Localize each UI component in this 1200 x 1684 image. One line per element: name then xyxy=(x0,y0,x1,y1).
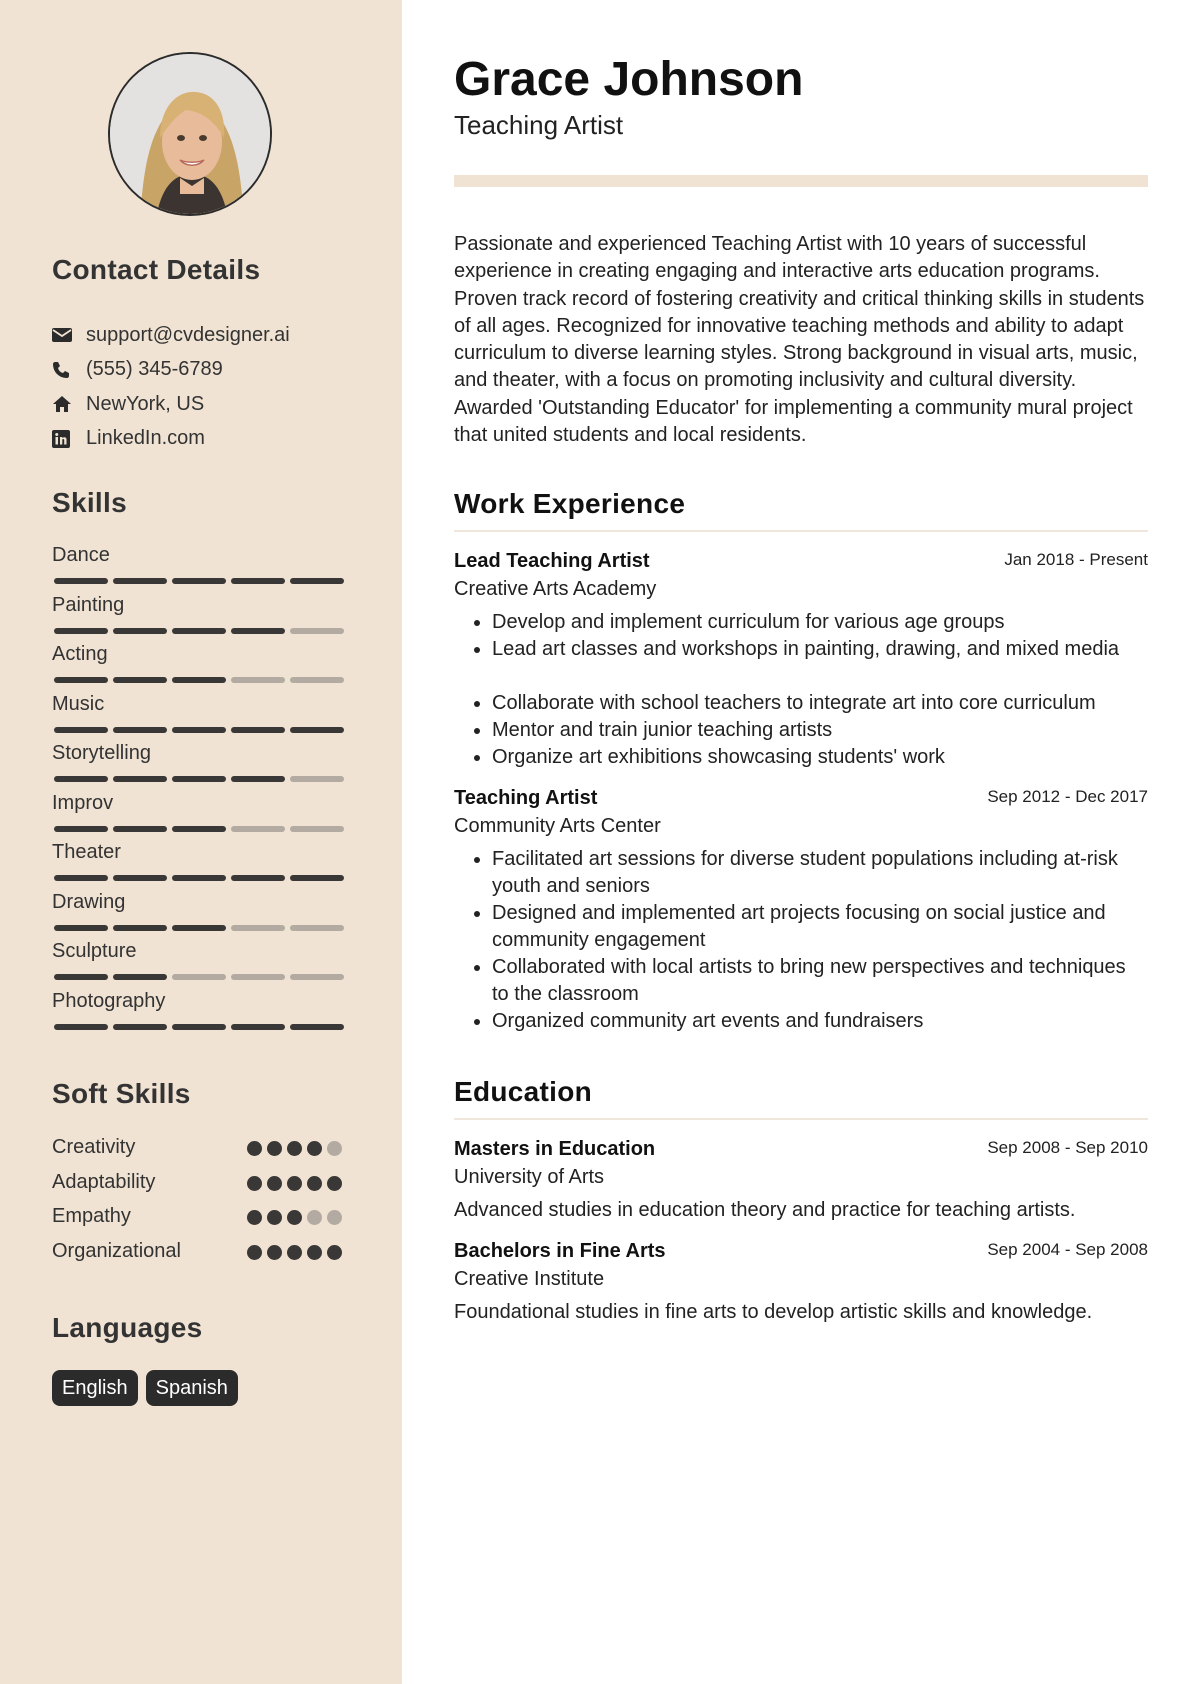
soft-skills-heading: Soft Skills xyxy=(52,1078,191,1109)
rating-dot xyxy=(327,1141,342,1156)
job-dates: Jan 2018 - Present xyxy=(1004,550,1148,569)
sidebar xyxy=(0,0,402,1684)
skill-level-bar xyxy=(54,578,344,584)
skill-level-segment xyxy=(290,578,344,584)
soft-skill-item xyxy=(52,1205,352,1240)
skill-level-segment xyxy=(54,925,108,931)
skill-level-segment xyxy=(290,677,344,683)
rating-dot xyxy=(247,1176,262,1191)
envelope-icon xyxy=(52,327,86,343)
skill-level-bar xyxy=(54,677,344,683)
linkedin-icon xyxy=(52,430,86,448)
skill-level-bar xyxy=(54,974,344,980)
header-divider xyxy=(454,175,1148,187)
skill-label: Photography xyxy=(52,989,166,1012)
contact-location-text: NewYork, US xyxy=(86,392,205,415)
skill-item xyxy=(52,990,352,1040)
work-entry xyxy=(454,550,1148,771)
skill-label: Drawing xyxy=(52,890,126,913)
degree-institution: Creative Institute xyxy=(454,1268,605,1290)
job-title: Lead Teaching Artist xyxy=(454,550,650,572)
skill-level-segment xyxy=(172,628,226,634)
skill-level-segment xyxy=(290,925,344,931)
rating-dot xyxy=(307,1245,322,1260)
skill-level-segment xyxy=(113,875,167,881)
education-entry xyxy=(454,1138,1148,1222)
education-section xyxy=(454,1076,1148,1324)
job-bullet: • Designed and implemented art projects focusing on social justice and community engagement xyxy=(492,900,1128,954)
skill-level-segment xyxy=(231,925,285,931)
avatar xyxy=(108,52,272,216)
skill-level-segment xyxy=(231,776,285,782)
phone-icon xyxy=(52,361,86,379)
portrait-photo xyxy=(110,54,272,216)
skills-heading: Skills xyxy=(52,487,127,518)
skill-label: Storytelling xyxy=(52,742,151,764)
degree-description: Foundational studies in fine arts to develop artistic skills and knowledge. xyxy=(454,1301,1093,1323)
rating-dot xyxy=(267,1141,282,1156)
rating-dot xyxy=(247,1141,262,1156)
skill-level-segment xyxy=(172,875,226,881)
job-bullet: • Develop and implement curriculum for various age groups xyxy=(492,609,1148,636)
education-heading: Education xyxy=(454,1076,593,1107)
home-icon xyxy=(52,395,86,413)
skill-label: Improv xyxy=(52,791,114,814)
soft-skill-rating xyxy=(247,1210,342,1225)
skill-level-segment xyxy=(54,974,108,980)
job-bullet: • Collaborate with school teachers to integrate art into core curriculum xyxy=(492,690,1148,717)
education-entry xyxy=(454,1240,1148,1324)
soft-skill-item xyxy=(52,1240,352,1275)
skill-level-segment xyxy=(113,974,167,980)
skill-item xyxy=(52,940,352,990)
skill-level-segment xyxy=(113,925,167,931)
soft-skill-rating xyxy=(247,1176,342,1191)
rating-dot xyxy=(267,1210,282,1225)
soft-skill-label: Empathy xyxy=(52,1205,131,1227)
soft-skill-label: Adaptability xyxy=(52,1170,156,1193)
degree-dates: Sep 2008 - Sep 2010 xyxy=(987,1138,1148,1157)
contact-list xyxy=(52,318,372,456)
skill-level-segment xyxy=(113,826,167,832)
degree-dates: Sep 2004 - Sep 2008 xyxy=(987,1240,1148,1259)
rating-dot xyxy=(247,1210,262,1225)
skill-item xyxy=(52,841,352,891)
job-bullets xyxy=(454,609,1148,771)
rating-dot xyxy=(307,1141,322,1156)
soft-skill-rating xyxy=(247,1141,342,1156)
skill-level-segment xyxy=(113,677,167,683)
candidate-name: Grace Johnson xyxy=(454,53,804,106)
skill-level-segment xyxy=(54,875,108,881)
skill-level-segment xyxy=(172,776,226,782)
skill-level-bar xyxy=(54,1024,344,1030)
skill-level-segment xyxy=(54,578,108,584)
soft-skill-label: Organizational xyxy=(52,1239,181,1262)
rating-dot xyxy=(327,1176,342,1191)
skill-level-segment xyxy=(54,1024,108,1030)
degree-title: Bachelors in Fine Arts xyxy=(454,1240,666,1262)
skill-level-segment xyxy=(231,974,285,980)
language-chip: English xyxy=(52,1370,138,1406)
soft-skill-rating xyxy=(247,1245,342,1260)
skill-level-segment xyxy=(113,1024,167,1030)
job-bullet: • Organized community art events and fundraisers xyxy=(492,1008,1128,1035)
job-bullet: • Mentor and train junior teaching artists xyxy=(492,717,1148,744)
skill-level-segment xyxy=(113,628,167,634)
work-heading: Work Experience xyxy=(454,488,686,519)
summary-text: Passionate and experienced Teaching Artist with 10 years of successful experience in creating engaging and interactive arts education programs. Proven track record of fostering creativity and critical thinking skills in students of all ages. Recognized for innovative teaching methods and ability to adapt curriculum to diverse learning styles. Strong background in visual arts, music, and theater, with a focus on promoting inclusivity and cultural diversity. Awarded 'Outstanding Educator' for implementing a community mural project that united students and local residents. xyxy=(454,233,1145,447)
skill-item xyxy=(52,693,352,743)
skill-level-segment xyxy=(54,727,108,733)
skill-item xyxy=(52,643,352,693)
skill-level-bar xyxy=(54,628,344,634)
skill-label: Acting xyxy=(52,643,108,665)
contact-email-text: support@cvdesigner.ai xyxy=(86,323,290,346)
skill-level-segment xyxy=(172,578,226,584)
rating-dot xyxy=(327,1245,342,1260)
skill-level-segment xyxy=(172,974,226,980)
rating-dot xyxy=(287,1210,302,1225)
skill-level-segment xyxy=(290,776,344,782)
job-title: Teaching Artist xyxy=(454,787,598,809)
job-bullet: • Facilitated art sessions for diverse student populations including at-risk youth and seniors xyxy=(492,846,1128,900)
skill-level-bar xyxy=(54,925,344,931)
main-content xyxy=(402,0,1200,1684)
skill-level-bar xyxy=(54,826,344,832)
skill-level-segment xyxy=(113,578,167,584)
skill-level-segment xyxy=(231,826,285,832)
skill-level-segment xyxy=(172,727,226,733)
job-dates: Sep 2012 - Dec 2017 xyxy=(987,787,1148,806)
skill-level-segment xyxy=(290,727,344,733)
skill-item xyxy=(52,594,352,644)
skill-level-segment xyxy=(113,727,167,733)
skill-item xyxy=(52,544,352,594)
skill-level-segment xyxy=(231,578,285,584)
contact-linkedin-text: LinkedIn.com xyxy=(86,427,205,450)
job-bullet: • Organize art exhibitions showcasing students' work xyxy=(492,744,1148,771)
skill-level-segment xyxy=(172,925,226,931)
rating-dot xyxy=(247,1245,262,1260)
candidate-role: Teaching Artist xyxy=(454,110,624,140)
skill-level-segment xyxy=(290,628,344,634)
skill-level-segment xyxy=(231,727,285,733)
skill-level-segment xyxy=(290,974,344,980)
skill-level-segment xyxy=(54,776,108,782)
degree-title: Masters in Education xyxy=(454,1138,656,1160)
contact-linkedin[interactable] xyxy=(52,422,372,457)
soft-skills-list xyxy=(52,1136,352,1274)
skill-level-segment xyxy=(231,628,285,634)
languages-heading: Languages xyxy=(52,1312,203,1343)
rating-dot xyxy=(287,1176,302,1191)
skill-level-segment xyxy=(172,1024,226,1030)
work-entry xyxy=(454,787,1148,1035)
job-bullets xyxy=(454,846,1148,1035)
skill-label: Dance xyxy=(52,544,110,566)
skill-item xyxy=(52,891,352,941)
rating-dot xyxy=(307,1176,322,1191)
skill-level-segment xyxy=(290,826,344,832)
skill-level-segment xyxy=(54,628,108,634)
skills-list xyxy=(52,544,352,1039)
contact-phone[interactable] xyxy=(52,353,372,388)
skill-label: Music xyxy=(52,692,105,715)
section-divider xyxy=(454,1118,1148,1120)
skill-level-segment xyxy=(231,1024,285,1030)
soft-skill-item xyxy=(52,1171,352,1206)
contact-location xyxy=(52,387,372,422)
contact-phone-text: (555) 345-6789 xyxy=(86,358,223,381)
skill-label: Theater xyxy=(52,841,121,863)
language-chip: Spanish xyxy=(146,1370,238,1406)
work-section xyxy=(454,488,1148,1035)
languages-list xyxy=(52,1370,352,1406)
skill-label: Sculpture xyxy=(52,940,137,962)
rating-dot xyxy=(287,1141,302,1156)
rating-dot xyxy=(287,1245,302,1260)
soft-skill-item xyxy=(52,1136,352,1171)
skill-level-segment xyxy=(231,875,285,881)
soft-skill-label: Creativity xyxy=(52,1136,136,1158)
rating-dot xyxy=(307,1210,322,1225)
job-organization: Creative Arts Academy xyxy=(454,578,657,600)
skill-level-segment xyxy=(231,677,285,683)
job-bullet: • Lead art classes and workshops in painting, drawing, and mixed media xyxy=(492,636,1148,663)
skill-level-segment xyxy=(54,677,108,683)
skill-level-bar xyxy=(54,776,344,782)
contact-email[interactable] xyxy=(52,318,372,353)
skill-level-segment xyxy=(113,776,167,782)
degree-description: Advanced studies in education theory and practice for teaching artists. xyxy=(454,1199,1076,1221)
rating-dot xyxy=(267,1176,282,1191)
skill-level-bar xyxy=(54,875,344,881)
skill-item xyxy=(52,742,352,792)
skill-level-segment xyxy=(172,826,226,832)
rating-dot xyxy=(267,1245,282,1260)
degree-institution: University of Arts xyxy=(454,1166,605,1188)
skill-level-segment xyxy=(290,875,344,881)
skill-level-segment xyxy=(172,677,226,683)
skill-item xyxy=(52,792,352,842)
skill-label: Painting xyxy=(52,593,125,616)
job-organization: Community Arts Center xyxy=(454,815,661,837)
skill-level-bar xyxy=(54,727,344,733)
section-divider xyxy=(454,530,1148,532)
job-bullet: • Collaborated with local artists to bring new perspectives and techniques to the classroom xyxy=(492,954,1128,1008)
skill-level-segment xyxy=(290,1024,344,1030)
rating-dot xyxy=(327,1210,342,1225)
contact-heading: Contact Details xyxy=(52,254,261,285)
skill-level-segment xyxy=(54,826,108,832)
